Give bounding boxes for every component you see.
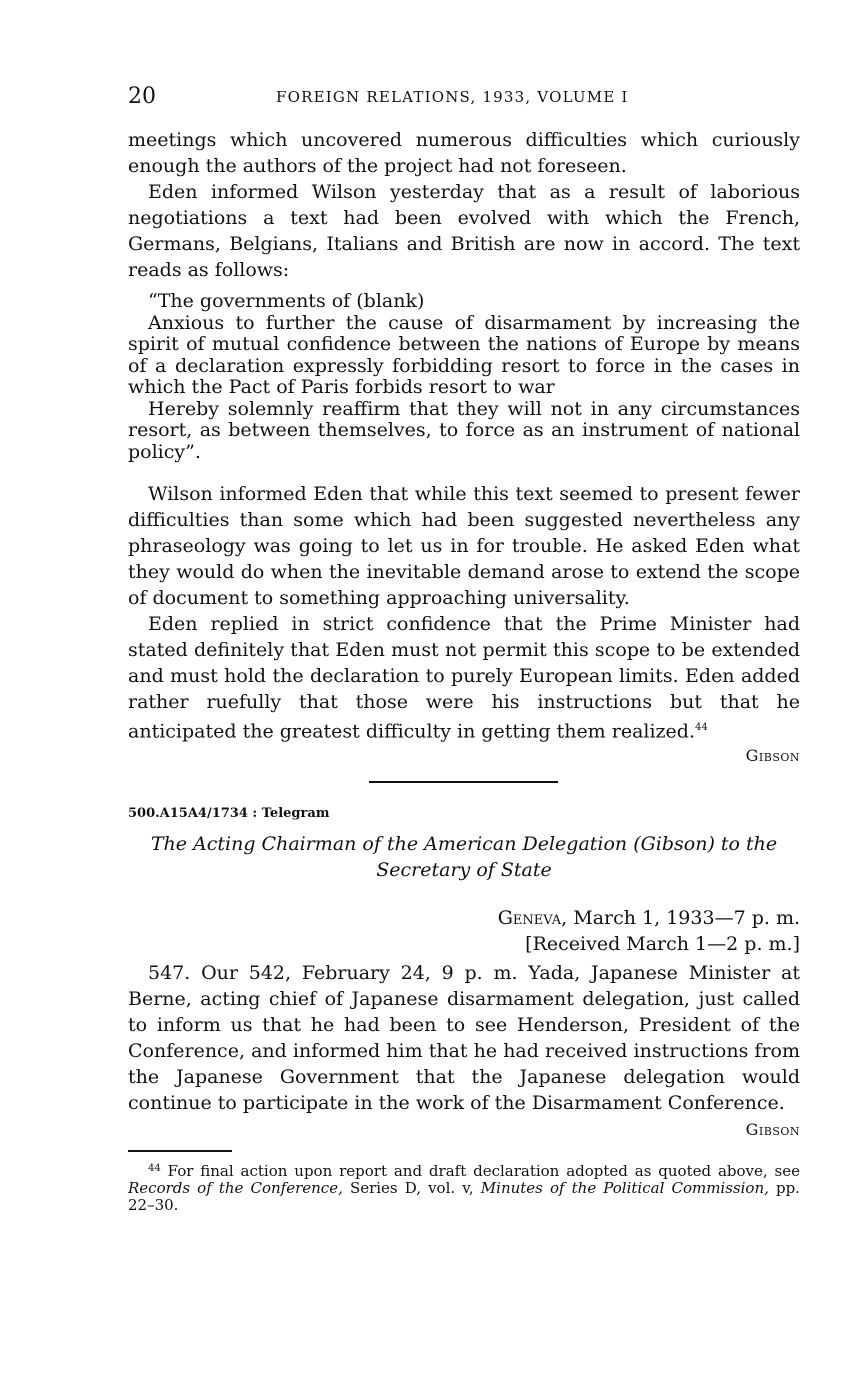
quote-line-governments: “The governments of (blank)	[148, 290, 425, 312]
paragraph-eden-replied-text: Eden replied in strict confidence that the Prime Minister had stated definitely that Eden must not permit this scope to be extended and must hold the declaration to purely European limits. Eden added rather ruefully that those were his instructions but that he anticipated the greatest difficulty in getting them realized.	[128, 613, 800, 743]
dateline-date: March 1, 1933—7 p. m.	[573, 907, 800, 929]
quote-anxious-clause: Anxious to further the cause of disarmament by increasing the spirit of mutual confidence between the nations of Europe by means of a declaration expressly forbidding resort to force in the cases in which the Pact of Paris forbids resort to war	[128, 311, 800, 398]
page-number: 20	[128, 84, 156, 109]
telegram-body: 547. Our 542, February 24, 9 p. m. Yada, Japanese Minister at Berne, acting chief of Japanese disarmament delegation, just called to inform us that he had been to see Henderson, President of the Conference, and informed him that he had received instructions from the Japanese Government that the Japanese delegation would continue to participate in the work of the Disarmament Conference.	[128, 962, 800, 1114]
footnote-text-2: Series D, vol. v,	[349, 1179, 474, 1197]
footnote-text-1: For final action upon report and draft declaration adopted as quoted above, see	[167, 1162, 800, 1180]
footnote-text-3: pp. 22–30.	[128, 1179, 800, 1214]
telegram-title	[128, 831, 800, 883]
telegram-title-line-2: Secretary of State	[376, 859, 552, 881]
received-line: [Received March 1—2 p. m.]	[525, 933, 800, 955]
footnote-mark: 44	[148, 1163, 161, 1174]
footnote	[128, 1160, 800, 1214]
running-title: FOREIGN RELATIONS, 1933, VOLUME I	[276, 88, 629, 106]
dateline	[498, 905, 800, 931]
signature-gibson-1: Gibson	[745, 746, 800, 765]
signature-gibson-2: Gibson	[745, 1120, 800, 1139]
footnote-minutes-title: Minutes of the Political Commission,	[480, 1179, 769, 1197]
footnote-reference[interactable]: 44	[695, 722, 708, 733]
footnote-records-title: Records of the Conference,	[128, 1179, 343, 1197]
file-reference: 500.A15A4/1734 : Telegram	[128, 806, 330, 821]
footnote-rule	[128, 1150, 232, 1152]
paragraph-wilson-informed: Wilson informed Eden that while this text seemed to present fewer difficulties than some which had been suggested nevertheless any phraseology was going to let us in for trouble. He asked Eden what they would do when the inevitable demand arose to extend the scope of document to something approaching universality.	[128, 483, 800, 609]
quoted-declaration	[128, 291, 800, 463]
paragraph-eden-informed: Eden informed Wilson yesterday that as a result of laborious negotiations a text had been evolved with which the French, Germans, Belgians, Italians and British are now in accord. The text reads as follows:	[128, 181, 800, 281]
section-divider	[369, 781, 558, 783]
running-head	[128, 84, 800, 114]
telegram-title-line-1: The Acting Chairman of the American Delegation (Gibson) to the	[150, 833, 778, 855]
paragraph-continuation: meetings which uncovered numerous difficulties which curiously enough the authors of the project had not foreseen.	[128, 129, 800, 177]
dateline-place: Geneva,	[497, 907, 568, 929]
paragraph-eden-replied	[128, 611, 800, 744]
quote-hereby-clause: Hereby solemnly reaffirm that they will not in any circumstances resort, as between themselves, to force as an instrument of national policy”.	[128, 397, 800, 463]
